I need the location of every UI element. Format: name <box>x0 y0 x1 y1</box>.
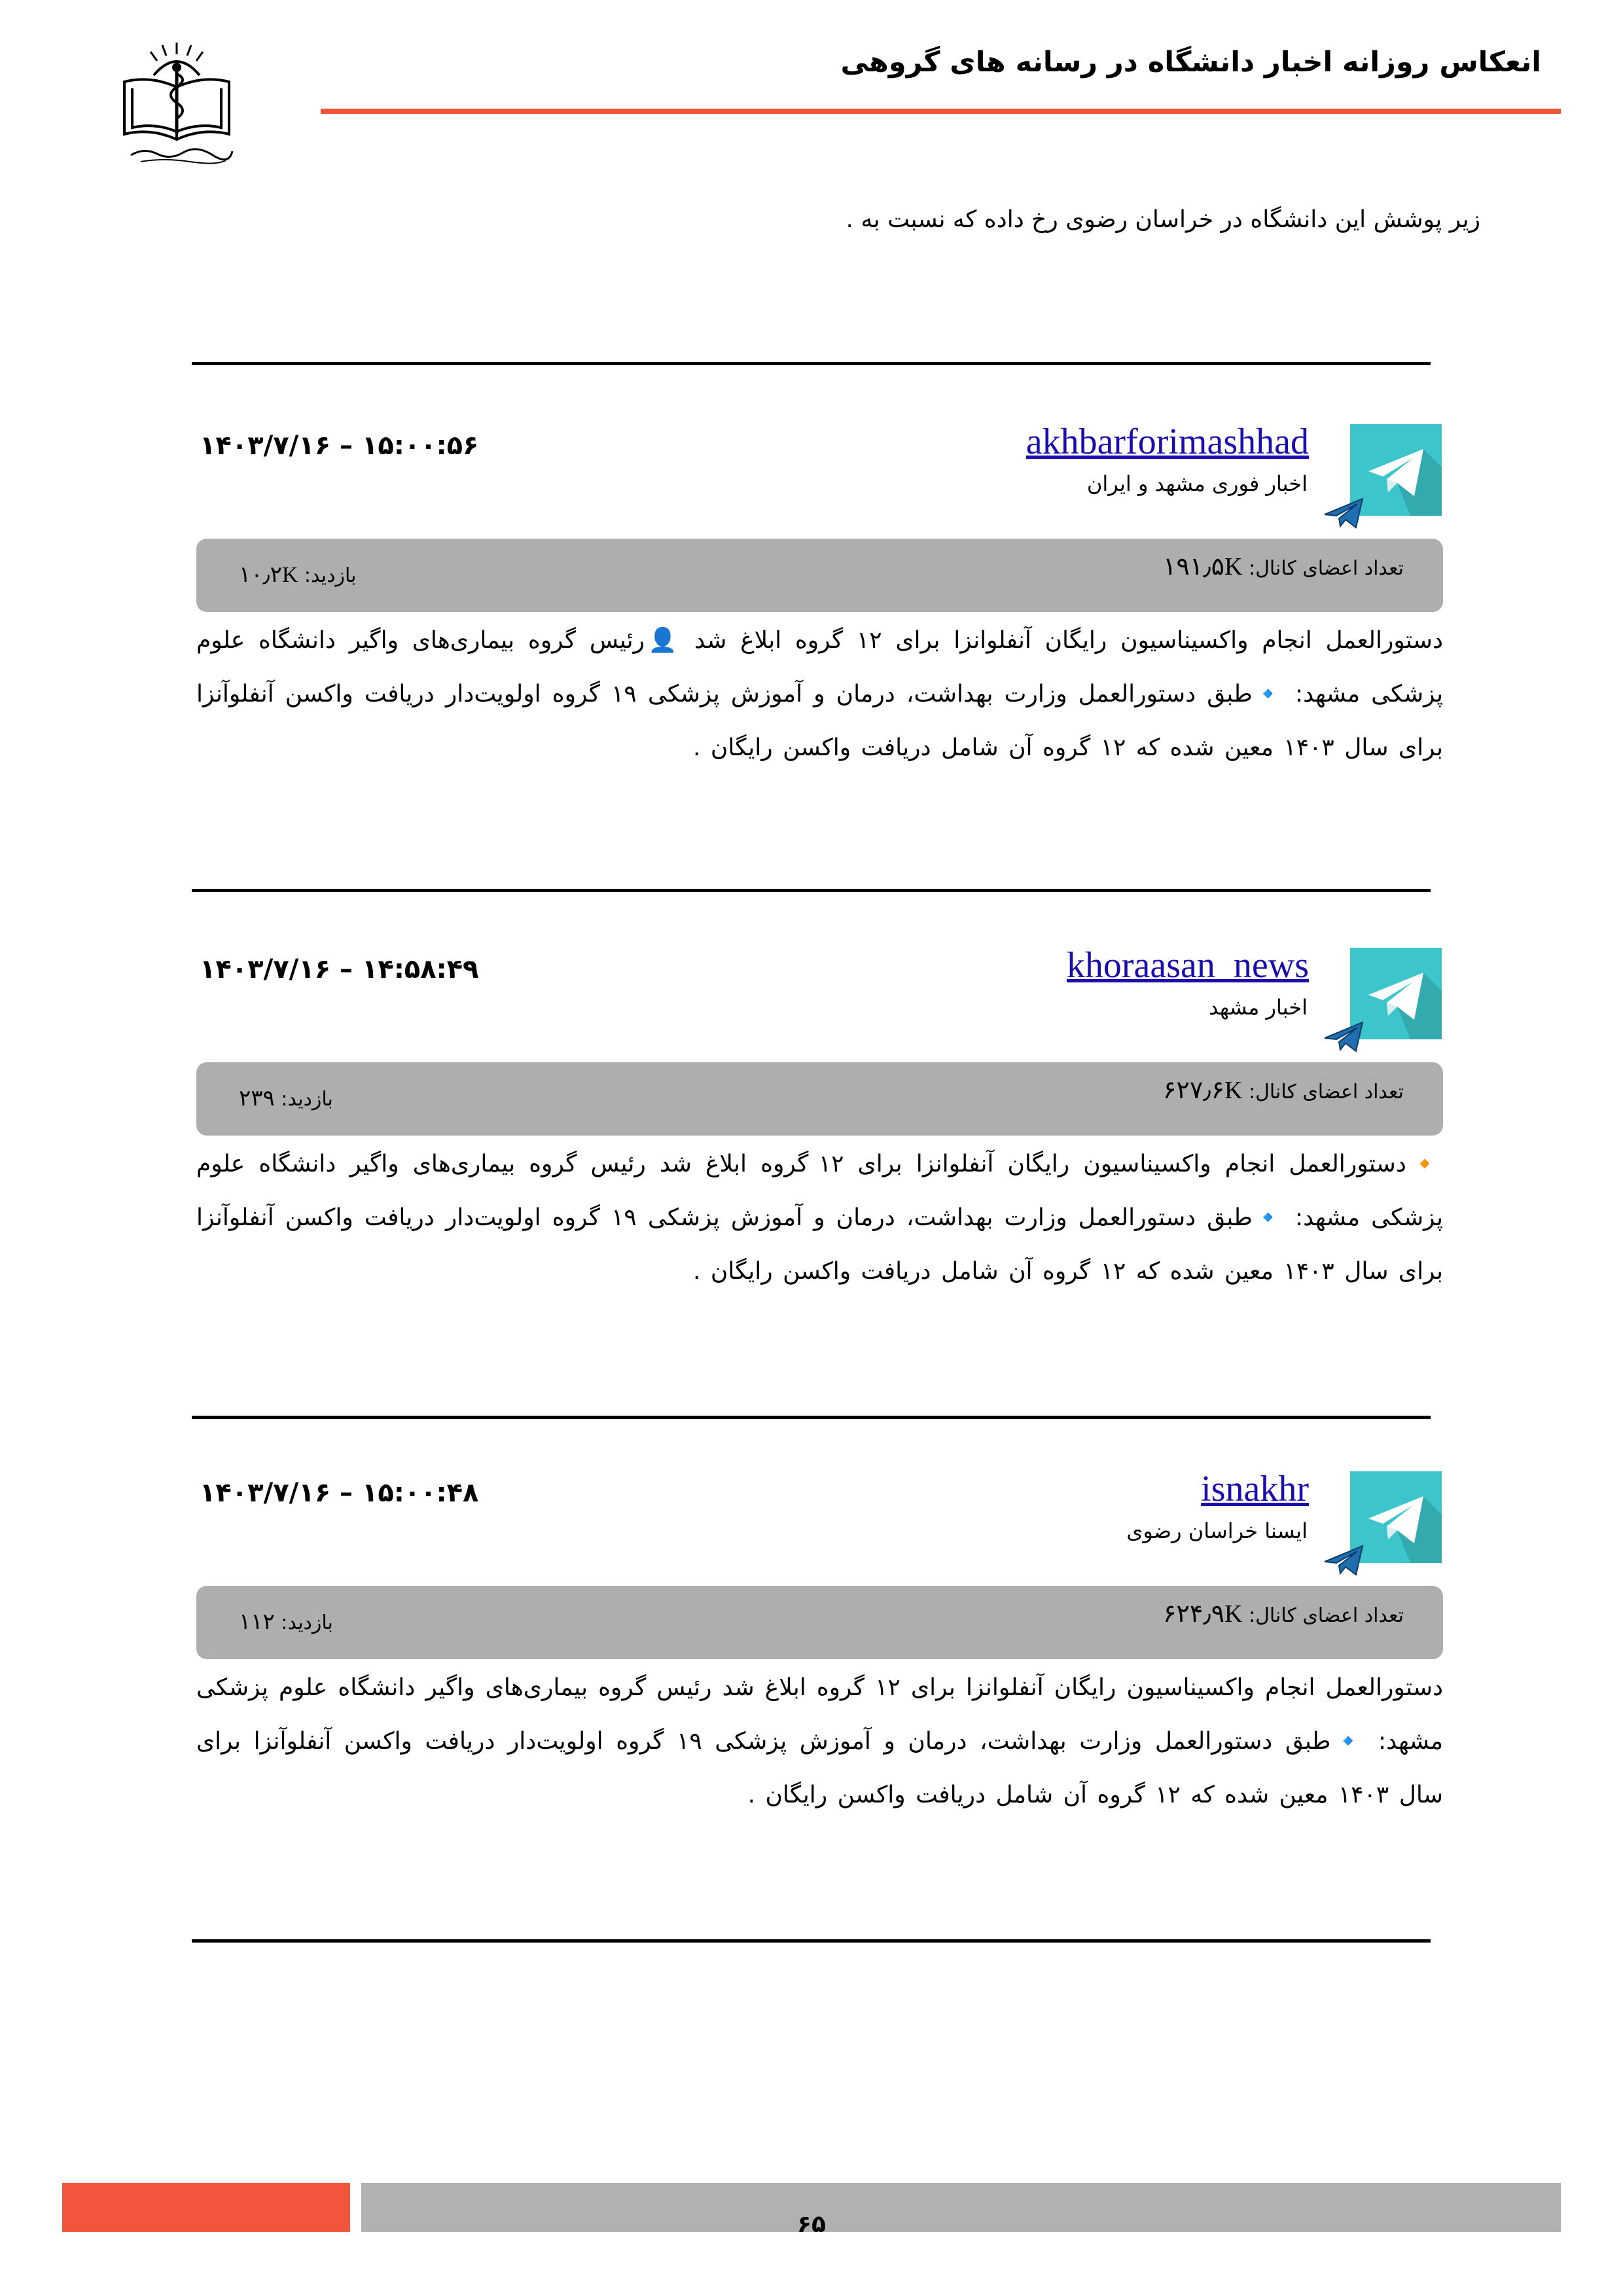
post-body: دستورالعمل انجام واکسیناسیون رایگان آنفلوانزا برای ۱۲ گروه ابلاغ شد رئیس گروه بیماری‌های واگیر دانشگاه علوم پزشکی مشهد: 🔹طبق دستورالعمل وزارت بهداشت، درمان و آموزش پزشکی ۱۹ گروه اولویت‌دار دریافت واکسن آنفلوآنزا برای سال ۱۴۰۳ معین شده که ۱۲ گروه آن شامل دریافت واکسن رایگان . <box>196 1674 1444 1808</box>
views-value: ۲۳۹ <box>239 1086 275 1111</box>
telegram-icon <box>1323 1543 1364 1577</box>
views-label: بازدید: <box>298 564 357 587</box>
footer-bar <box>361 2183 1561 2232</box>
university-emblem-icon <box>105 36 249 167</box>
channel-description: اخبار مشهد <box>1209 995 1308 1020</box>
page-number: ۶۵ <box>797 2211 826 2238</box>
members-count <box>1163 1599 1404 1628</box>
separator <box>192 362 1431 365</box>
members-label: تعداد اعضای کانال: <box>1242 1081 1404 1103</box>
separator <box>192 889 1431 892</box>
header-rule <box>321 109 1561 114</box>
intro-text: زیر پوشش این دانشگاه در خراسان رضوی رخ داده که نسبت به . <box>846 206 1480 233</box>
footer-accent-bar <box>62 2183 350 2232</box>
telegram-icon <box>1350 424 1442 516</box>
telegram-channel-avatar[interactable] <box>1350 1471 1442 1563</box>
channel-link[interactable]: isnakhr <box>1201 1469 1309 1509</box>
post-datetime: ۱۵:۰۰:۵۶ – ۱۴۰۳/۷/۱۶ <box>200 431 479 461</box>
stats-bar <box>196 1586 1443 1659</box>
header-title: انعکاس روزانه اخبار دانشگاه در رسانه های گروهی <box>840 46 1541 79</box>
telegram-icon <box>1323 1020 1364 1054</box>
post-body: دستورالعمل انجام واکسیناسیون رایگان آنفلوانزا برای ۱۲ گروه ابلاغ شد 👤رئیس گروه بیماری‌های واگیر دانشگاه علوم پزشکی مشهد: 🔹طبق دستورالعمل وزارت بهداشت، درمان و آموزش پزشکی ۱۹ گروه اولویت‌دار دریافت واکسن آنفلوآنزا برای سال ۱۴۰۳ معین شده که ۱۲ گروه آن شامل دریافت واکسن رایگان . <box>196 627 1444 761</box>
channel-link[interactable]: akhbarforimashhad <box>1026 422 1309 462</box>
channel-description: ایسنا خراسان رضوی <box>1126 1518 1308 1543</box>
members-label: تعداد اعضای کانال: <box>1242 1604 1404 1627</box>
members-value: ۶۲۷٫۶K <box>1163 1077 1243 1104</box>
telegram-channel-avatar[interactable] <box>1350 424 1442 516</box>
views-count <box>239 1085 333 1111</box>
members-value: ۱۹۱٫۵K <box>1163 553 1243 581</box>
post-body: 🔸دستورالعمل انجام واکسیناسیون رایگان آنفلوانزا برای ۱۲ گروه ابلاغ شد رئیس گروه بیماری‌های واگیر دانشگاه علوم پزشکی مشهد: 🔹طبق دستورالعمل وزارت بهداشت، درمان و آموزش پزشکی ۱۹ گروه اولویت‌دار دریافت واکسن آنفلوآنزا برای سال ۱۴۰۳ معین شده که ۱۲ گروه آن شامل دریافت واکسن رایگان . <box>196 1151 1444 1285</box>
telegram-icon <box>1350 1471 1442 1563</box>
post-datetime: ۱۵:۰۰:۴۸ – ۱۴۰۳/۷/۱۶ <box>200 1478 479 1508</box>
post-card <box>0 1471 1623 1890</box>
separator <box>192 1939 1431 1943</box>
telegram-icon <box>1323 496 1364 530</box>
post-card <box>0 424 1623 843</box>
views-label: بازدید: <box>274 1611 333 1634</box>
separator <box>192 1416 1431 1419</box>
views-value: ۱۱۲ <box>239 1610 275 1634</box>
telegram-icon <box>1350 948 1442 1039</box>
post-datetime: ۱۴:۵۸:۴۹ – ۱۴۰۳/۷/۱۶ <box>200 954 479 984</box>
views-label: بازدید: <box>274 1088 333 1111</box>
views-count <box>239 562 356 588</box>
members-count <box>1163 552 1404 581</box>
views-value: ۱۰٫۲K <box>239 563 298 587</box>
post-card <box>0 945 1623 1367</box>
stats-bar <box>196 1062 1443 1136</box>
members-count <box>1163 1075 1404 1105</box>
channel-link[interactable]: khoraasan_news <box>1066 945 1309 986</box>
members-label: تعداد اعضای کانال: <box>1242 557 1404 580</box>
telegram-channel-avatar[interactable] <box>1350 948 1442 1039</box>
university-logo <box>105 36 249 167</box>
views-count <box>239 1609 333 1635</box>
channel-description: اخبار فوری مشهد و ایران <box>1086 471 1308 496</box>
stats-bar <box>196 539 1443 612</box>
members-value: ۶۲۴٫۹K <box>1163 1600 1243 1628</box>
